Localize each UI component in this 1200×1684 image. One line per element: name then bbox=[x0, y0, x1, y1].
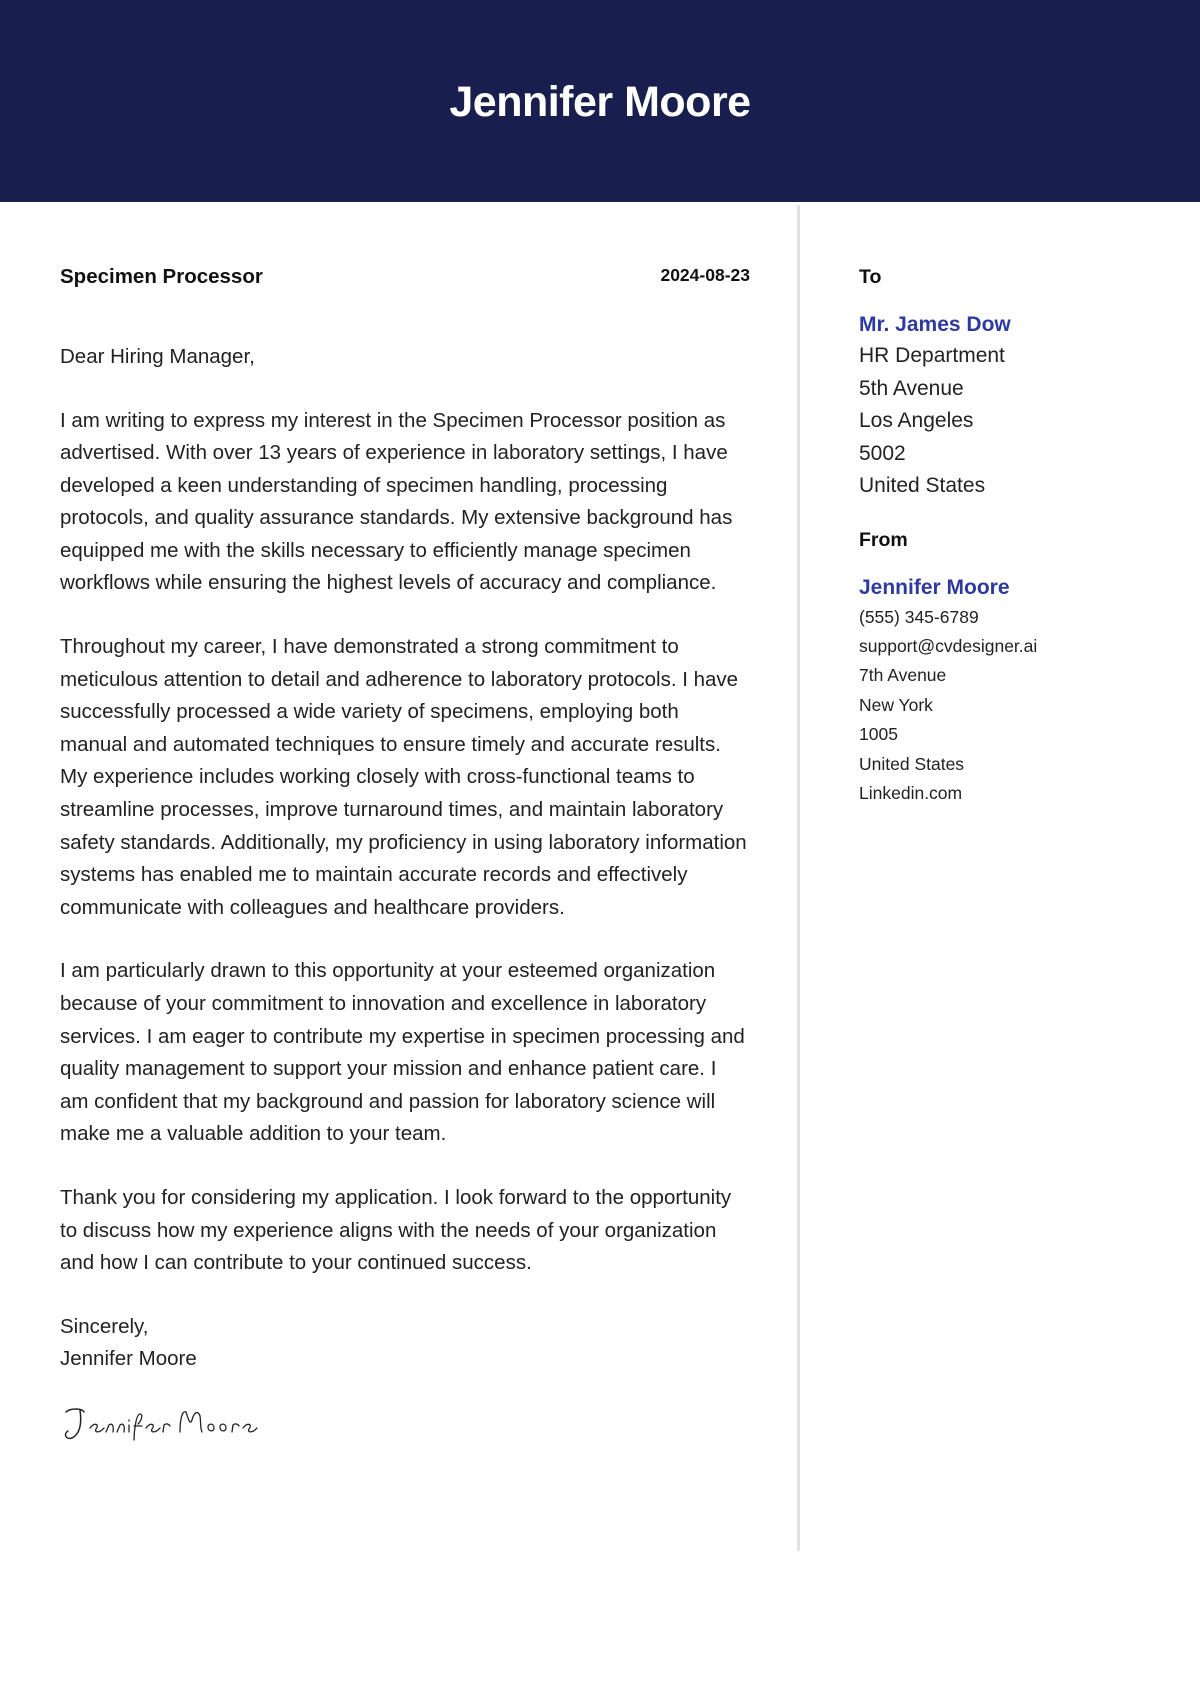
sender-postal-code: 1005 bbox=[859, 724, 898, 745]
job-title: Specimen Processor bbox=[60, 265, 263, 288]
sender-phone: (555) 345-6789 bbox=[859, 606, 979, 627]
handwritten-signature bbox=[60, 1398, 750, 1446]
salutation: Dear Hiring Manager, bbox=[60, 345, 255, 368]
recipient-postal-code: 5002 bbox=[859, 441, 906, 465]
sender-street: 7th Avenue bbox=[859, 665, 947, 686]
address-sidebar bbox=[859, 262, 1159, 808]
recipient-street: 5th Avenue bbox=[859, 376, 964, 400]
letter-paragraph: I am writing to express my interest in the Specimen Processor position as advertised. With over 13 years of experience in laboratory settings, I have developed a keen understanding of specimen handling, processing protocols, and quality assurance standards. My extensive background has equipped me with the skills necessary to efficiently manage specimen workflows while ensuring the highest levels of accuracy and compliance. bbox=[60, 408, 733, 595]
sender-heading: From bbox=[859, 528, 908, 551]
closing-phrase: Sincerely, bbox=[60, 1314, 149, 1338]
recipient-city: Los Angeles bbox=[859, 409, 974, 432]
recipient-country: United States bbox=[859, 474, 986, 497]
page-header bbox=[0, 0, 1200, 202]
recipient-heading: To bbox=[859, 266, 882, 288]
sender-country: United States bbox=[859, 753, 965, 774]
letter-paragraph: Thank you for considering my application. I look forward to the opportunity to discuss how my experience aligns with the needs of your organization and how I can contribute to your continued success. bbox=[60, 1185, 732, 1275]
recipient-name: Mr. James Dow bbox=[859, 313, 1011, 336]
letter-body bbox=[60, 262, 750, 1446]
letter-paragraph: I am particularly drawn to this opportunity at your esteemed organization because of your commitment to innovation and excellence in laboratory services. I am eager to contribute my expertise in specimen processing and quality management to support your mission and enhance patient care. I am confident that my background and passion for laboratory science will make me a valuable addition to your team. bbox=[60, 959, 745, 1146]
sender-website: Linkedin.com bbox=[859, 782, 963, 803]
sender-city: New York bbox=[859, 694, 933, 715]
recipient-department: HR Department bbox=[859, 344, 1005, 367]
column-divider bbox=[797, 205, 800, 1551]
closing-name: Jennifer Moore bbox=[60, 1347, 197, 1371]
closing-block bbox=[60, 1311, 750, 1376]
sender-name: Jennifer Moore bbox=[859, 575, 1010, 599]
letter-title-row bbox=[60, 262, 750, 294]
letter-paragraph: Throughout my career, I have demonstrated a strong commitment to meticulous attention to detail and adherence to laboratory protocols. I have successfully processed a wide variety of specimens, employing both manual and automated techniques to ensure timely and accurate results. My experience includes working closely with cross-functional teams to streamline processes, improve turnaround times, and maintain laboratory safety standards. Additionally, my proficiency in using laboratory information systems has enabled me to maintain accurate records and effectively communicate with colleagues and healthcare providers. bbox=[60, 635, 747, 919]
letter-date: 2024-08-23 bbox=[660, 265, 750, 285]
header-name: Jennifer Moore bbox=[449, 78, 751, 126]
sender-email: support@cvdesigner.ai bbox=[859, 635, 1038, 656]
